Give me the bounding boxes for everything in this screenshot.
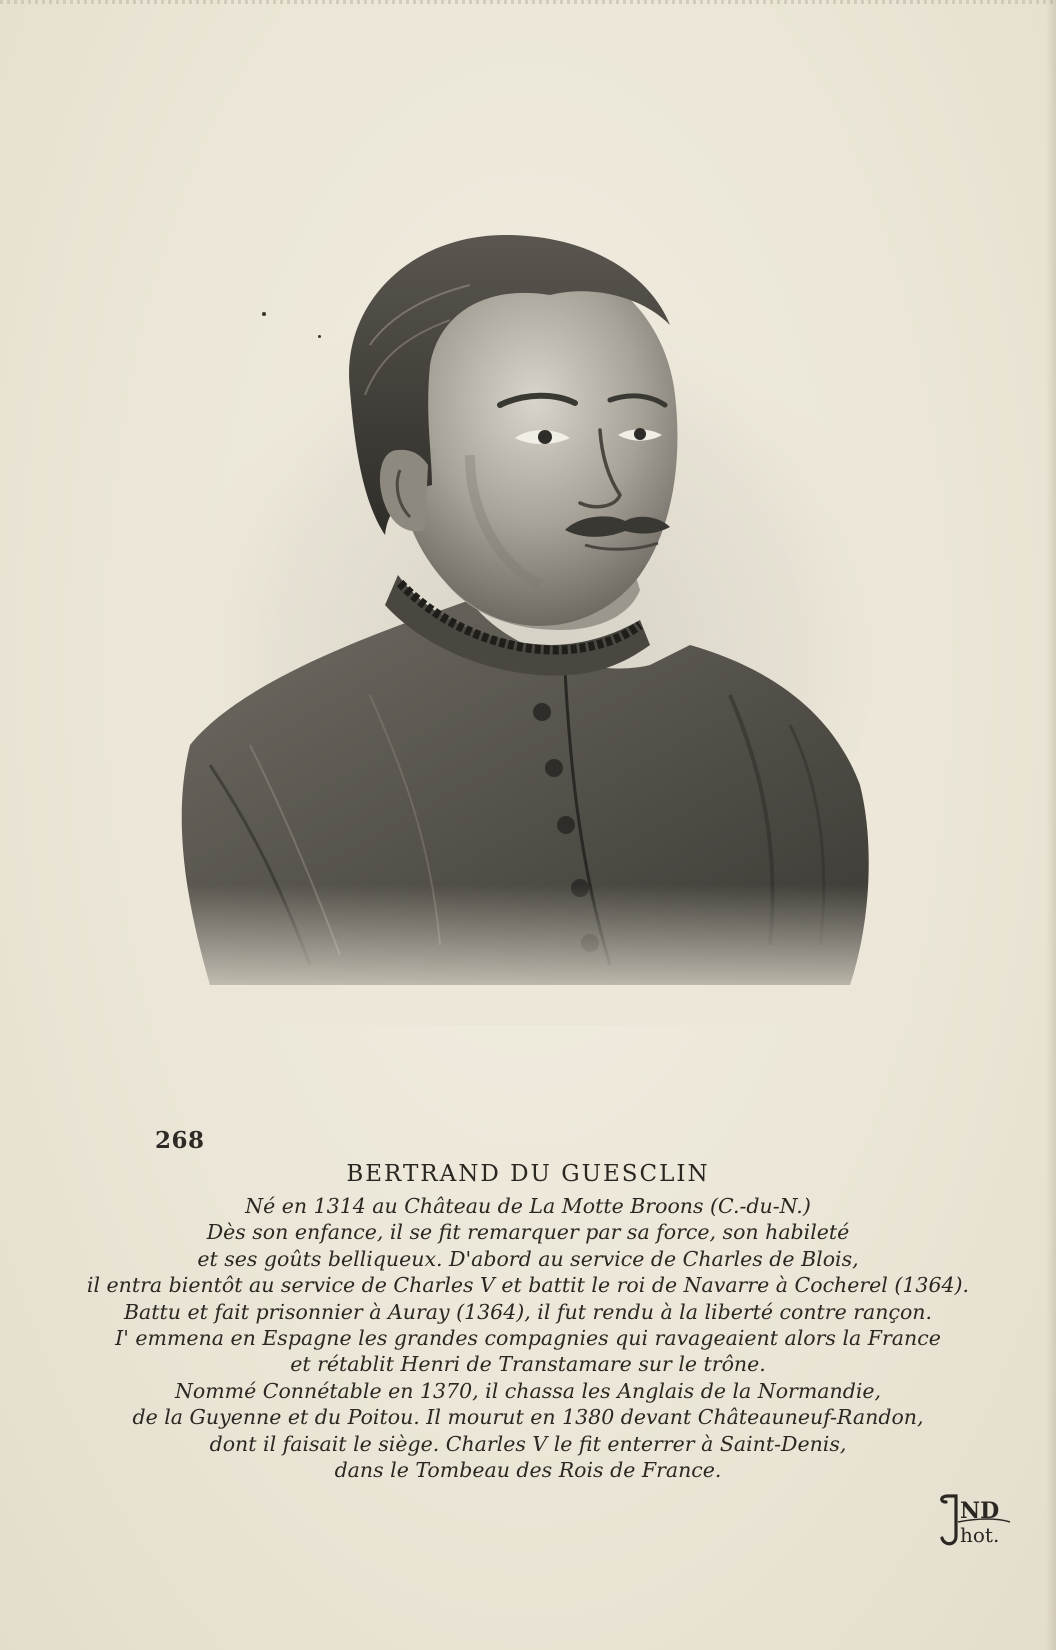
bio-line: il entra bientôt au service de Charles V et battit le roi de Navarre à Cocherel (1364). xyxy=(86,1273,970,1298)
nd-phot-logo-icon xyxy=(938,1492,1014,1550)
portrait-title: BERTRAND DU GUESCLIN xyxy=(346,1161,710,1187)
bio-line: Battu et fait prisonnier à Auray (1364), il fut rendu à la liberté contre rançon. xyxy=(123,1299,933,1324)
svg-text:ND: ND xyxy=(960,1498,1000,1524)
card-number: 268 xyxy=(155,1127,205,1154)
bio-line: dans le Tombeau des Rois de France. xyxy=(334,1458,722,1483)
biography-text xyxy=(20,1193,1036,1483)
bio-line: Nommé Connétable en 1370, il chassa les Anglais de la Normandie, xyxy=(174,1378,882,1403)
engraved-portrait-icon xyxy=(170,225,910,1025)
bio-line: I' emmena en Espagne les grandes compagnies qui ravageaient alors la France xyxy=(115,1326,941,1351)
bio-line: Né en 1314 au Château de La Motte Broons (C.-du-N.) xyxy=(245,1194,811,1218)
card-edge-shadow xyxy=(1046,0,1056,1650)
bio-line: de la Guyenne et du Poitou. Il mourut en 1380 devant Châteauneuf-Randon, xyxy=(132,1405,924,1430)
bio-line: et rétablit Henri de Transtamare sur le trône. xyxy=(290,1352,766,1377)
svg-text:hot.: hot. xyxy=(960,1523,1000,1547)
bio-line: Dès son enfance, il se fit remarquer par sa force, son habileté xyxy=(206,1220,850,1245)
bio-line: dont il faisait le siège. Charles V le fit enterrer à Saint-Denis, xyxy=(209,1431,847,1456)
bio-line: et ses goûts belliqueux. D'abord au service de Charles de Blois, xyxy=(197,1246,859,1271)
